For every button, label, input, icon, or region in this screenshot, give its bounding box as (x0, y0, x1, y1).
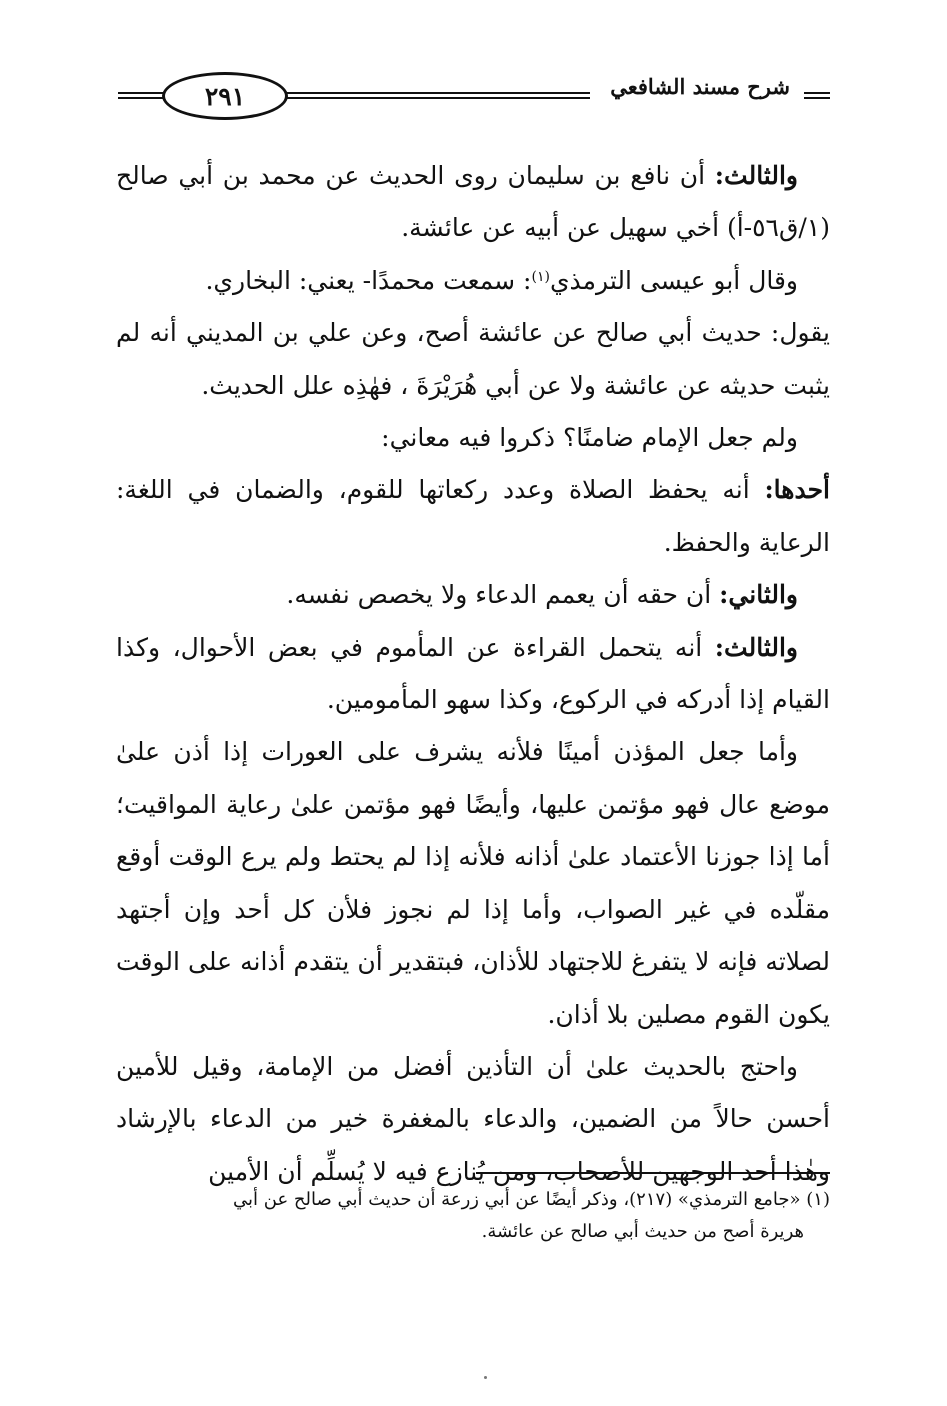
paragraph (116, 726, 830, 1040)
page-number: ٢٩١ (204, 81, 246, 111)
footnote-line: (١) «جامع الترمذي» (٢١٧)، وذكر أيضًا عن أبي زرعة أن حديث أبي صالح عن أبي (233, 1189, 830, 1210)
paragraph-text: أن نافع بن سليمان روى الحديث عن محمد بن أبي صالح (١/ق٥٦-أ) أخي سهيل عن أبيه عن عائشة. (116, 161, 830, 243)
footnotes (116, 1184, 830, 1248)
running-title: شرح مسند الشافعي (610, 74, 790, 99)
footnote-line: هريرة أصح من حديث أبي صالح عن عائشة. (481, 1221, 804, 1242)
paragraph-text: أن حقه أن يعمم الدعاء ولا يخصص نفسه. (286, 580, 720, 610)
paragraph-text: يقول: حديث أبي صالح عن عائشة أصح، وعن علي بن المديني أنه لم يثبت حديثه عن عائشة ولا عن أبي هُرَيْرَةَ ، فهٰذِه علل الحديث. (116, 318, 830, 400)
paragraph (116, 307, 830, 412)
header-ornament-right (804, 92, 830, 94)
header-ornament-right (804, 97, 830, 99)
paragraph-text: واحتج بالحديث علىٰ أن التأذين أفضل من الإمامة، وقيل للأمين أحسن حالاً من الضمين، والدعاء بالمغفرة خير من الدعاء بالإرشاد وهٰذا أحد الوجهين للأصحاب، ومن يُنازع فيه لا يُسلِّم أن الأمين (116, 1051, 830, 1186)
paragraph-lead: والثاني: (719, 580, 798, 610)
page-number-oval (162, 72, 288, 120)
paragraph (116, 569, 830, 621)
paragraph-lead: أحدها: (764, 475, 830, 505)
paragraph-text: أنه يتحمل القراءة عن المأموم في بعض الأحوال، وكذا القيام إذا أدركه في الركوع، وكذا سهو المأمومين. (116, 632, 830, 715)
paragraph-lead: والثالث: (714, 161, 798, 190)
running-header (118, 70, 830, 120)
page-speck (484, 1376, 487, 1379)
footnote-separator (476, 1172, 830, 1174)
paragraph-text: وأما جعل المؤذن أمينًا فلأنه يشرف على العورات إذا أذن علىٰ موضع عال فهو مؤتمن عليها، وأيضًا فهو مؤتمن علىٰ رعاية المواقيت؛ أما إذا جوزنا الأعتماد علىٰ أذانه فلأنه إذا لم يحتط ولم يرع الوقت أوقع مقلّده في غير الصواب، وأما إذا لم نجوز فلأن كل أحد وإن أجتهد لصلاته فإنه لا يتفرغ للاجتهاد للأذان، فبتقدير أن يتقدم أذانه على الوقت يكون القوم مصلين بلا أذان. (116, 737, 830, 1029)
footnote-marker: (١) (531, 268, 550, 285)
paragraph (116, 255, 830, 307)
paragraph-text: : سمعت محمدًا- يعني: البخاري. (205, 265, 532, 295)
paragraph (116, 1041, 830, 1198)
paragraph-lead: والثالث: (714, 632, 798, 662)
paragraph (116, 464, 830, 569)
paragraph (116, 622, 830, 727)
paragraph-text: أنه يحفظ الصلاة وعدد ركعاتها للقوم، والضمان في اللغة: الرعاية والحفظ. (116, 475, 830, 557)
paragraph (116, 150, 830, 255)
paragraph-text: وقال أبو عيسى الترمذي (549, 265, 798, 295)
paragraph (116, 412, 830, 464)
main-text (116, 150, 830, 1198)
paragraph-text: ولم جعل الإمام ضامنًا؟ ذكروا فيه معاني: (381, 423, 798, 453)
